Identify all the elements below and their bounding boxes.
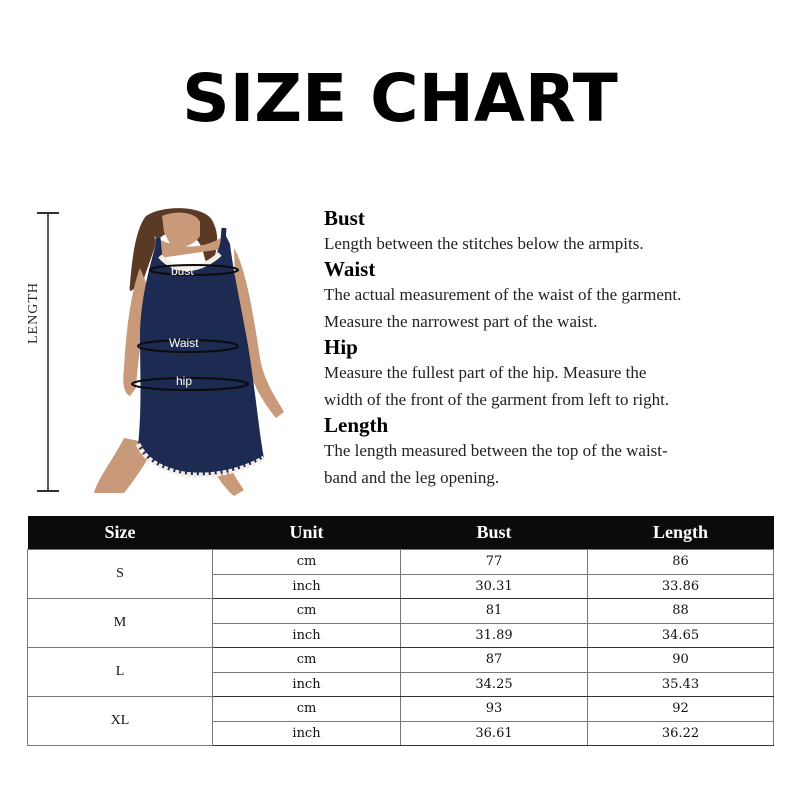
- hip-marker-label: hip: [176, 374, 193, 388]
- bust-cell: 87: [401, 648, 588, 673]
- size-cell: M: [28, 599, 213, 648]
- unit-cell: inch: [213, 574, 401, 599]
- definition-term: Waist: [324, 257, 376, 281]
- table-row: [28, 648, 774, 673]
- table-row: [28, 599, 774, 624]
- bust-marker-label: bust: [171, 264, 194, 278]
- measurement-definitions: [324, 206, 794, 491]
- definition-term: Bust: [324, 206, 365, 230]
- header-length: Length: [588, 516, 774, 550]
- definition-text: band and the leg opening.: [324, 468, 500, 487]
- length-cell: 88: [588, 599, 774, 624]
- size-cell: XL: [28, 697, 213, 746]
- unit-cell: cm: [213, 697, 401, 722]
- bust-cell: 36.61: [401, 721, 588, 746]
- table-header-row: [28, 516, 774, 550]
- definition-text: Measure the narrowest part of the waist.: [324, 312, 598, 331]
- bust-cell: 93: [401, 697, 588, 722]
- definition-text: The actual measurement of the waist of the garment.: [324, 285, 682, 304]
- length-cell: 90: [588, 648, 774, 673]
- size-cell: L: [28, 648, 213, 697]
- bust-cell: 34.25: [401, 672, 588, 697]
- unit-cell: cm: [213, 648, 401, 673]
- length-cell: 33.86: [588, 574, 774, 599]
- definition-text: Measure the fullest part of the hip. Measure the: [324, 363, 647, 382]
- header-unit: Unit: [213, 516, 401, 550]
- unit-cell: cm: [213, 599, 401, 624]
- length-measure-rule: [0, 205, 90, 500]
- model-nightdress-image: [84, 208, 304, 500]
- unit-cell: inch: [213, 721, 401, 746]
- header-bust: Bust: [401, 516, 588, 550]
- definition-text: Length between the stitches below the armpits.: [324, 234, 644, 253]
- length-cell: 34.65: [588, 623, 774, 648]
- definition-length: [324, 413, 794, 491]
- length-cell: 36.22: [588, 721, 774, 746]
- size-cell: S: [28, 550, 213, 599]
- table-row: [28, 697, 774, 722]
- length-cell: 35.43: [588, 672, 774, 697]
- bust-cell: 77: [401, 550, 588, 575]
- length-axis-label: LENGTH: [26, 282, 41, 344]
- unit-cell: cm: [213, 550, 401, 575]
- bust-cell: 81: [401, 599, 588, 624]
- definition-text: The length measured between the top of the waist-: [324, 441, 668, 460]
- page-title: SIZE CHART: [182, 60, 618, 137]
- length-cell: 92: [588, 697, 774, 722]
- definition-waist: [324, 257, 794, 335]
- table-row: [28, 550, 774, 575]
- definition-term: Hip: [324, 335, 358, 359]
- header-size: Size: [28, 516, 213, 550]
- definition-text: width of the front of the garment from left to right.: [324, 390, 670, 409]
- bust-cell: 30.31: [401, 574, 588, 599]
- definition-hip: [324, 335, 794, 413]
- waist-marker-label: Waist: [169, 336, 199, 350]
- length-cell: 86: [588, 550, 774, 575]
- size-table: [27, 516, 774, 746]
- unit-cell: inch: [213, 623, 401, 648]
- definition-bust: [324, 206, 794, 257]
- definition-term: Length: [324, 413, 389, 437]
- unit-cell: inch: [213, 672, 401, 697]
- bust-cell: 31.89: [401, 623, 588, 648]
